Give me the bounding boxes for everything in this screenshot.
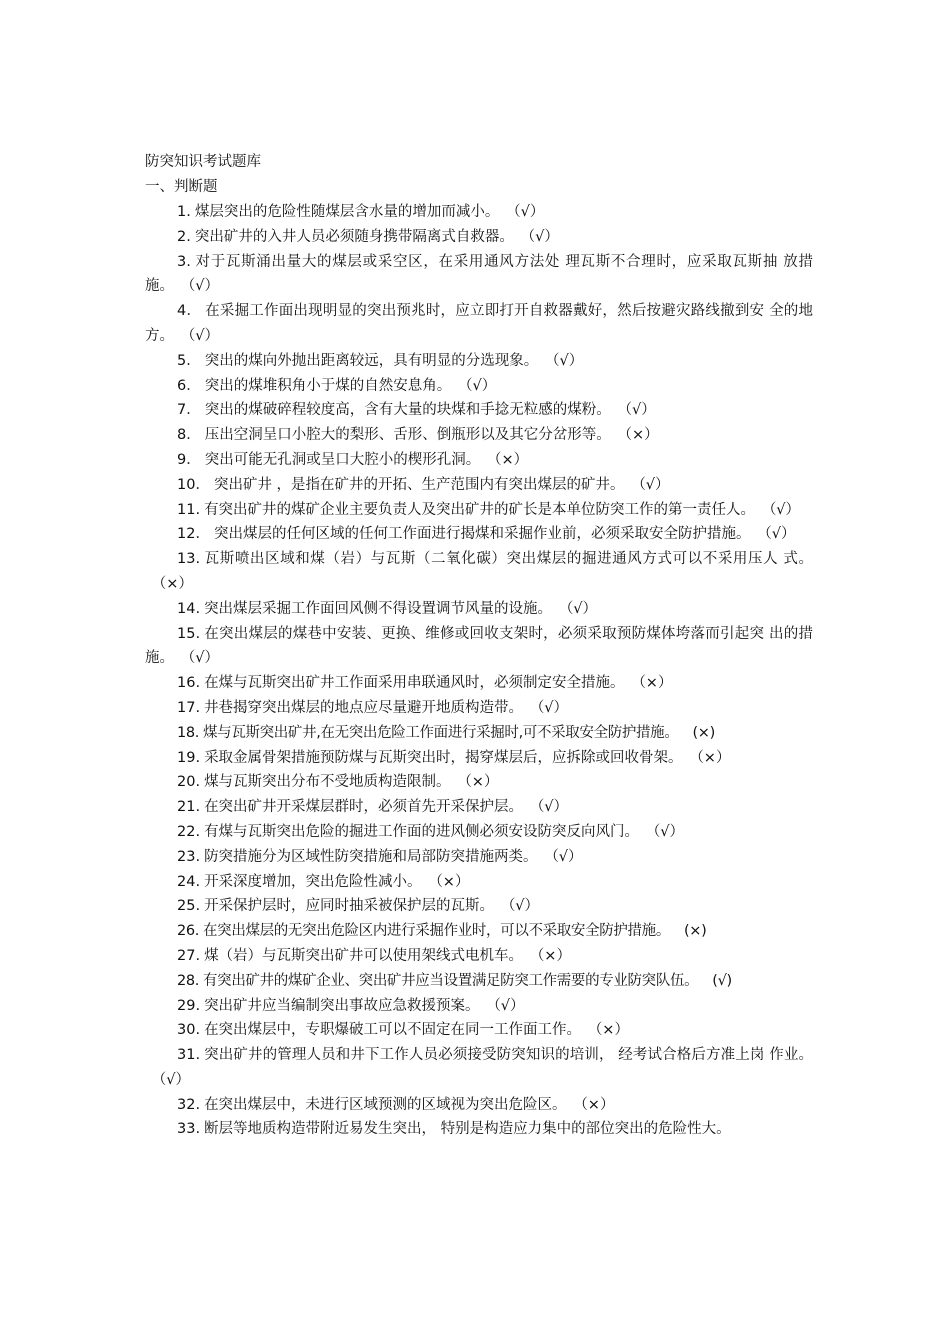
question-item bbox=[145, 845, 813, 870]
question-item bbox=[145, 944, 813, 969]
question-answer: （×） bbox=[494, 451, 529, 468]
question-number: 32. bbox=[177, 1096, 201, 1113]
question-number: 15. bbox=[177, 625, 201, 642]
question-text: 开采保护层时，应同时抽采被保护层的瓦斯。 bbox=[204, 898, 495, 915]
question-text: 压出空洞呈口小腔大的梨形、舌形、倒瓶形以及其它分岔形等。 bbox=[204, 427, 611, 444]
question-item bbox=[145, 894, 813, 919]
question-text: 在突出煤层中，专职爆破工可以不固定在同一工作面工作。 bbox=[204, 1022, 582, 1039]
question-number: 20. bbox=[177, 774, 201, 791]
question-number: 9． bbox=[177, 451, 201, 468]
question-number: 22. bbox=[177, 823, 201, 840]
question-item bbox=[145, 820, 813, 845]
question-text: 突出矿井 ，是指在矿井的开拓、生产范围内有突出煤层的矿井。 bbox=[213, 476, 625, 493]
question-text: 防突措施分为区域性防突措施和局部防突措施两类。 bbox=[204, 848, 538, 865]
question-item bbox=[145, 994, 813, 1019]
question-number: 4． bbox=[177, 303, 202, 320]
question-answer: （√） bbox=[537, 699, 569, 716]
question-answer: （√） bbox=[188, 327, 219, 344]
question-text: 在突出煤层的煤巷中安装、更换、维修或回收支架时，必须采取预防煤体垮落而引起突 出的措施。 bbox=[145, 625, 813, 667]
question-number: 27. bbox=[177, 947, 201, 964]
question-item bbox=[145, 1117, 813, 1142]
question-answer: （√） bbox=[551, 848, 583, 865]
question-answer: （√） bbox=[638, 476, 670, 493]
question-answer: （×） bbox=[580, 1096, 615, 1113]
question-number: 19. bbox=[177, 749, 201, 766]
question-text: 突出煤层采掘工作面回风侧不得设置调节风量的设施。 bbox=[204, 600, 553, 617]
question-text: 突出矿井的管理人员和井下工作人员必须接受防突知识的培训， 经考试合格后方准上岗 作业。 bbox=[204, 1047, 813, 1064]
question-number: 17. bbox=[177, 699, 201, 716]
question-answer: （√） bbox=[188, 650, 219, 667]
question-item bbox=[145, 1018, 813, 1043]
question-number: 28. bbox=[177, 972, 200, 989]
question-answer: （√） bbox=[465, 377, 497, 394]
question-item bbox=[145, 1093, 813, 1118]
question-number: 33. bbox=[177, 1121, 201, 1138]
question-list bbox=[145, 200, 813, 1142]
question-text: 煤（岩）与瓦斯突出矿井可以使用架线式电机车。 bbox=[204, 947, 524, 964]
question-item bbox=[145, 398, 813, 423]
question-item bbox=[145, 597, 813, 622]
question-text: 突出的煤破碎程较度高，含有大量的块煤和手捻无粒感的煤粉。 bbox=[204, 402, 611, 419]
question-item bbox=[145, 200, 813, 225]
question-text: 煤与瓦斯突出分布不受地质构造限制。 bbox=[204, 774, 451, 791]
question-answer: （√） bbox=[508, 898, 540, 915]
question-text: 突出的煤堆积角小于煤的自然安息角。 bbox=[204, 377, 452, 394]
question-item bbox=[145, 522, 813, 547]
question-answer: （×） bbox=[638, 675, 673, 692]
question-number: 18. bbox=[177, 724, 200, 741]
question-text: 突出可能无孔洞或呈口大腔小的楔形孔洞。 bbox=[204, 451, 481, 468]
question-number: 23. bbox=[177, 848, 201, 865]
question-number: 11. bbox=[177, 501, 201, 518]
question-number: 2. bbox=[177, 228, 191, 245]
question-number: 29. bbox=[177, 997, 201, 1014]
question-number: 5． bbox=[177, 352, 201, 369]
question-item bbox=[145, 919, 813, 944]
question-text: 有突出矿井的煤矿企业主要负责人及突出矿井的矿长是本单位防突工作的第一责任人。 bbox=[204, 501, 756, 518]
question-text: 在采掘工作面出现明显的突出预兆时，应立即打开自救器戴好，然后按避灾路线撤到安 全的地方。 bbox=[145, 303, 813, 344]
question-text: 煤层突出的危险性随煤层含水量的增加而减小。 bbox=[194, 204, 500, 220]
question-number: 30. bbox=[177, 1022, 201, 1039]
question-answer: (×) bbox=[683, 923, 707, 940]
document-page bbox=[145, 150, 813, 1142]
question-answer: （×） bbox=[537, 947, 571, 964]
question-text: 在突出矿井开采煤层群时，必须首先开采保护层。 bbox=[204, 799, 524, 816]
section-heading: 一、判断题 bbox=[145, 179, 218, 195]
question-item bbox=[145, 225, 813, 250]
question-number: 14. bbox=[177, 600, 201, 617]
question-item bbox=[145, 473, 813, 498]
question-item bbox=[145, 671, 813, 696]
question-answer: （√） bbox=[566, 600, 598, 617]
question-text: 在煤与瓦斯突出矿井工作面采用串联通风时，必须制定安全措施。 bbox=[204, 675, 625, 692]
question-answer: （√） bbox=[537, 799, 569, 816]
question-item bbox=[145, 547, 813, 597]
question-item bbox=[145, 1043, 813, 1093]
question-item bbox=[145, 423, 813, 448]
question-number: 25. bbox=[177, 898, 201, 915]
question-text: 煤与瓦斯突出矿井,在无突出危险工作面进行采掘时,可不采取安全防护措施。 bbox=[203, 724, 679, 741]
question-answer: （×） bbox=[595, 1022, 629, 1039]
question-answer: （×） bbox=[464, 774, 499, 791]
question-item bbox=[145, 770, 813, 795]
question-answer: （×） bbox=[696, 749, 731, 766]
question-text: 有突出矿井的煤矿企业、突出矿井应当设置满足防突工作需要的专业防突队伍。 bbox=[203, 972, 699, 989]
question-item bbox=[145, 969, 813, 994]
question-answer: （√） bbox=[769, 501, 801, 518]
question-answer: （√） bbox=[493, 997, 525, 1014]
question-answer: （×） bbox=[159, 575, 193, 592]
question-item bbox=[145, 448, 813, 473]
question-answer: （√） bbox=[552, 352, 584, 369]
question-answer: （×） bbox=[435, 873, 470, 890]
question-text: 有煤与瓦斯突出危险的掘进工作面的进风侧必须安设防突反向风门。 bbox=[204, 823, 640, 840]
question-answer: （√） bbox=[653, 823, 685, 840]
question-text: 在突出煤层中，未进行区域预测的区域视为突出危险区。 bbox=[204, 1096, 567, 1113]
question-item bbox=[145, 795, 813, 820]
question-text: 采取金属骨架措施预防煤与瓦斯突出时，揭穿煤层后，应拆除或回收骨架。 bbox=[204, 749, 683, 766]
document-title: 防突知识考试题库 bbox=[145, 154, 261, 170]
question-item bbox=[145, 721, 813, 746]
question-answer: （√） bbox=[513, 204, 545, 220]
question-item bbox=[145, 746, 813, 771]
question-answer: (×) bbox=[692, 724, 715, 741]
question-item bbox=[145, 349, 813, 374]
question-number: 7． bbox=[177, 402, 201, 419]
question-item bbox=[145, 870, 813, 895]
question-item bbox=[145, 374, 813, 399]
question-number: 10． bbox=[177, 476, 210, 493]
question-text: 瓦斯喷出区域和煤（岩）与瓦斯（二氧化碳）突出煤层的掘进通风方式可以不采用压人 式。 bbox=[204, 551, 813, 568]
question-number: 1. bbox=[177, 204, 191, 220]
question-text: 突出的煤向外抛出距离较远，具有明显的分选现象。 bbox=[204, 352, 539, 369]
question-number: 13. bbox=[177, 551, 201, 568]
question-item bbox=[145, 250, 813, 300]
question-text: 突出煤层的任何区域的任何工作面进行揭煤和采掘作业前，必须采取安全防护措施。 bbox=[213, 526, 751, 543]
question-text: 突出矿井的入井人员必须随身携带隔离式自救器。 bbox=[194, 228, 514, 245]
question-answer: (√) bbox=[712, 972, 732, 989]
question-item bbox=[145, 622, 813, 672]
question-answer: （√） bbox=[159, 1071, 190, 1088]
question-answer: （√） bbox=[624, 402, 656, 419]
question-number: 26. bbox=[177, 923, 200, 940]
question-number: 12． bbox=[177, 526, 210, 543]
question-number: 21. bbox=[177, 799, 201, 816]
question-answer: （√） bbox=[188, 278, 219, 295]
question-number: 8． bbox=[177, 427, 201, 444]
question-item bbox=[145, 299, 813, 349]
question-number: 24. bbox=[177, 873, 201, 890]
question-number: 16. bbox=[177, 675, 201, 692]
question-item bbox=[145, 696, 813, 721]
question-text: 突出矿井应当编制突出事故应急救援预案。 bbox=[204, 997, 480, 1014]
question-text: 对于瓦斯涌出量大的煤层或采空区，在采用通风方法处 理瓦斯不合理时，应采取瓦斯抽 放措施。 bbox=[145, 253, 813, 295]
question-number: 6． bbox=[177, 377, 201, 394]
question-text: 井巷揭穿突出煤层的地点应尽量避开地质构造带。 bbox=[204, 699, 524, 716]
question-text: 在突出煤层的无突出危险区内进行采掘作业时，可以不采取安全防护措施。 bbox=[203, 923, 670, 940]
question-number: 31. bbox=[177, 1047, 201, 1064]
question-item bbox=[145, 498, 813, 523]
question-text: 断层等地质构造带附近易发生突出， 特别是构造应力集中的部位突出的危险性大。 bbox=[204, 1121, 731, 1138]
question-number: 3. bbox=[177, 253, 191, 270]
question-answer: （×） bbox=[624, 427, 659, 444]
question-answer: （√） bbox=[527, 228, 559, 245]
question-text: 开采深度增加，突出危险性减小。 bbox=[204, 873, 422, 890]
question-answer: （√） bbox=[764, 526, 796, 543]
